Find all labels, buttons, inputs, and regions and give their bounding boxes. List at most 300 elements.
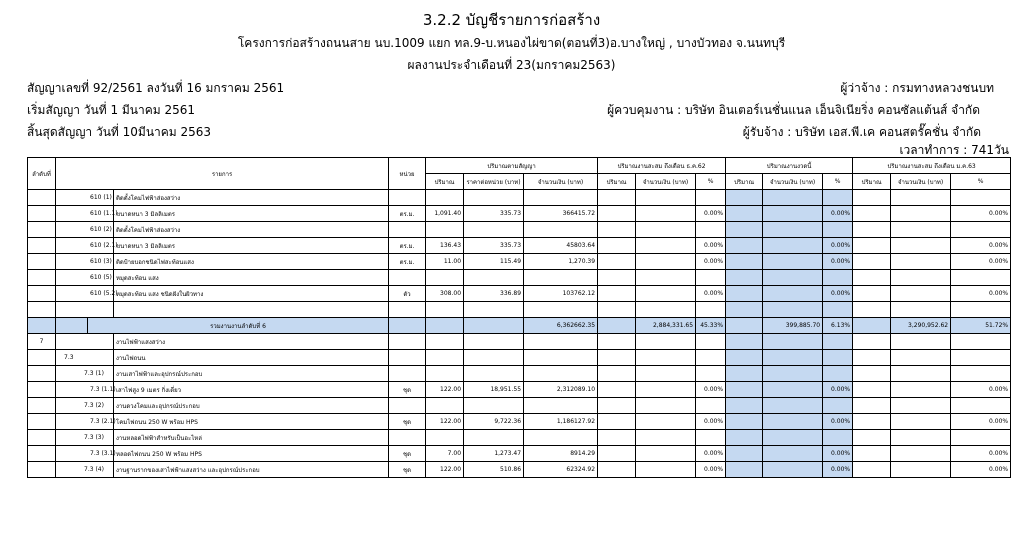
cum-pct-cell (951, 270, 1011, 286)
table-row (28, 334, 1011, 350)
unit-cell (389, 190, 426, 206)
cum-pct-cell: 0.00% (951, 254, 1011, 270)
table-row (28, 206, 1011, 222)
unit-cell (389, 398, 426, 414)
item-description-cell (114, 302, 389, 318)
cum-pct-cell (951, 430, 1011, 446)
cum-qty-cell (853, 238, 891, 254)
qty-cell: 122.00 (426, 462, 464, 478)
cum-amount-cell (891, 446, 951, 462)
item-no-cell (28, 222, 56, 238)
unit-cell: ชุด (389, 414, 426, 430)
prev-amount-cell (636, 350, 696, 366)
unit-price-cell (464, 430, 524, 446)
item-code-cell: 7.3 (1) (56, 366, 114, 382)
item-description-cell: งานดวงโคมและอุปกรณ์ประกอบ (114, 398, 389, 414)
this-qty-cell (726, 270, 763, 286)
item-description-cell: ติดตั้งโคมไฟฟ้าส่องสว่าง (114, 222, 389, 238)
cum-qty-cell (853, 350, 891, 366)
item-code-cell: 7.3 (3) (56, 430, 114, 446)
prev-qty-cell (598, 302, 636, 318)
item-no-cell (28, 366, 56, 382)
cum-amount-cell (891, 302, 951, 318)
col-qty: ปริมาณ (726, 174, 763, 190)
this-qty-cell (726, 302, 763, 318)
this-amount-cell (763, 206, 823, 222)
prev-pct-cell (696, 430, 726, 446)
cum-amount-cell (891, 398, 951, 414)
col-pct: % (823, 174, 853, 190)
item-description-cell: ติดตั้งโคมไฟฟ้าส่องสว่าง (114, 190, 389, 206)
unit-cell (389, 334, 426, 350)
prev-pct-cell: 0.00% (696, 382, 726, 398)
cum-pct-cell (951, 366, 1011, 382)
amount-cell: 8914.29 (524, 446, 598, 462)
group-contract: ปริมาณตามสัญญา (426, 158, 598, 174)
amount-cell (524, 190, 598, 206)
qty-cell: 7.00 (426, 446, 464, 462)
employer: ผู้ว่าจ้าง : กรมทางหลวงชนบท (840, 81, 994, 95)
item-no-cell (28, 462, 56, 478)
item-no-cell (28, 350, 56, 366)
cum-amount-cell (891, 350, 951, 366)
subtotal-cum-amount: 3,290,952.62 (891, 318, 951, 334)
item-no-cell (28, 398, 56, 414)
item-no-cell (28, 286, 56, 302)
qty-cell (426, 350, 464, 366)
this-amount-cell (763, 270, 823, 286)
qty-cell (426, 270, 464, 286)
table-row (28, 446, 1011, 462)
prev-qty-cell (598, 254, 636, 270)
this-amount-cell (763, 462, 823, 478)
this-amount-cell (763, 350, 823, 366)
item-no-cell (28, 270, 56, 286)
qty-cell (426, 398, 464, 414)
table-row (28, 366, 1011, 382)
this-pct-cell (823, 430, 853, 446)
prev-amount-cell (636, 286, 696, 302)
this-pct-cell: 0.00% (823, 382, 853, 398)
this-qty-cell (726, 366, 763, 382)
contract-start: เริ่มสัญญา วันที่ 1 มีนาคม 2561 (27, 103, 196, 117)
unit-price-cell (464, 190, 524, 206)
subtotal-prev-amount: 2,884,331.65 (636, 318, 696, 334)
this-amount-cell (763, 190, 823, 206)
cum-qty-cell (853, 430, 891, 446)
qty-cell: 1,091.40 (426, 206, 464, 222)
prev-amount-cell (636, 222, 696, 238)
prev-qty-cell (598, 414, 636, 430)
item-code-cell: 7.3 (2) (56, 398, 114, 414)
unit-price-cell (464, 222, 524, 238)
prev-pct-cell (696, 270, 726, 286)
unit-cell: ตร.ม. (389, 254, 426, 270)
item-description-cell: โคมไฟถนน 250 W พร้อม HPS (114, 414, 389, 430)
amount-cell (524, 430, 598, 446)
prev-amount-cell (636, 398, 696, 414)
unit-price-cell: 510.86 (464, 462, 524, 478)
prev-qty-cell (598, 222, 636, 238)
unit-price-cell (464, 366, 524, 382)
prev-qty-cell (598, 190, 636, 206)
qty-cell: 308.00 (426, 286, 464, 302)
item-code-cell: 610 (5.2) (56, 286, 114, 302)
prev-pct-cell: 0.00% (696, 462, 726, 478)
cum-amount-cell (891, 430, 951, 446)
cum-pct-cell (951, 222, 1011, 238)
prev-qty-cell (598, 270, 636, 286)
item-description-cell: งานไฟถนน (114, 350, 389, 366)
this-amount-cell (763, 414, 823, 430)
this-qty-cell (726, 398, 763, 414)
amount-cell (524, 350, 598, 366)
unit-cell (389, 302, 426, 318)
cum-pct-cell (951, 350, 1011, 366)
prev-amount-cell (636, 430, 696, 446)
unit-price-cell (464, 398, 524, 414)
table-row (28, 238, 1011, 254)
prev-amount-cell (636, 270, 696, 286)
this-amount-cell (763, 430, 823, 446)
unit-price-cell: 9,722.36 (464, 414, 524, 430)
unit-price-cell: 335.73 (464, 206, 524, 222)
item-code-cell (56, 302, 114, 318)
item-code-cell: 610 (1) (56, 190, 114, 206)
this-amount-cell (763, 286, 823, 302)
prev-amount-cell (636, 254, 696, 270)
unit-cell (389, 222, 426, 238)
prev-qty-cell (598, 206, 636, 222)
cum-amount-cell (891, 366, 951, 382)
contract-number: สัญญาเลขที่ 92/2561 ลงวันที่ 16 มกราคม 2561 (27, 81, 285, 95)
item-description-cell: หมุดสะท้อน แสง (114, 270, 389, 286)
qty-cell (426, 302, 464, 318)
this-pct-cell (823, 190, 853, 206)
prev-qty-cell (598, 382, 636, 398)
unit-price-cell: 336.89 (464, 286, 524, 302)
this-amount-cell (763, 222, 823, 238)
cum-pct-cell: 0.00% (951, 382, 1011, 398)
unit-cell: ตัว (389, 286, 426, 302)
unit-price-cell: 115.49 (464, 254, 524, 270)
prev-amount-cell (636, 334, 696, 350)
prev-pct-cell (696, 222, 726, 238)
amount-cell: 366415.72 (524, 206, 598, 222)
item-code-cell: 7.3 (2.1) (56, 414, 114, 430)
table-row (28, 222, 1011, 238)
amount-cell: 103762.12 (524, 286, 598, 302)
prev-amount-cell (636, 446, 696, 462)
unit-price-cell (464, 302, 524, 318)
this-amount-cell (763, 446, 823, 462)
construction-items-table (27, 157, 1011, 478)
prev-pct-cell (696, 302, 726, 318)
this-pct-cell: 0.00% (823, 446, 853, 462)
table-row (28, 398, 1011, 414)
cum-amount-cell (891, 254, 951, 270)
unit-cell: ชุด (389, 462, 426, 478)
cum-qty-cell (853, 206, 891, 222)
prev-qty-cell (598, 398, 636, 414)
cum-qty-cell (853, 254, 891, 270)
item-code-cell: 7.3 (4) (56, 462, 114, 478)
cum-pct-cell: 0.00% (951, 238, 1011, 254)
cum-amount-cell (891, 334, 951, 350)
table-row (28, 302, 1011, 318)
group-cumulative: ปริมาณงานสะสม ถึงเดือน ม.ค.63 (853, 158, 1011, 174)
table-row (28, 286, 1011, 302)
prev-amount-cell (636, 238, 696, 254)
prev-pct-cell (696, 190, 726, 206)
amount-cell: 1,270.39 (524, 254, 598, 270)
amount-cell (524, 270, 598, 286)
qty-cell: 11.00 (426, 254, 464, 270)
amount-cell (524, 398, 598, 414)
unit-cell: ชุด (389, 446, 426, 462)
cum-qty-cell (853, 302, 891, 318)
subtotal-label: รวมงานงานลำดับที่ 6 (88, 318, 389, 334)
unit-price-cell (464, 334, 524, 350)
col-qty: ปริมาณ (853, 174, 891, 190)
this-amount-cell (763, 238, 823, 254)
prev-pct-cell (696, 366, 726, 382)
unit-price-cell: 18,951.55 (464, 382, 524, 398)
cum-qty-cell (853, 382, 891, 398)
contractor: ผู้รับจ้าง : บริษัท เอส.พี.เค คอนสตรั๊คชั่น จำกัด (742, 125, 981, 139)
item-code-cell: 7.3 (56, 350, 114, 366)
this-qty-cell (726, 334, 763, 350)
this-qty-cell (726, 238, 763, 254)
working-duration: เวลาทำการ : 741วัน (899, 143, 1009, 157)
this-pct-cell: 0.00% (823, 206, 853, 222)
this-pct-cell (823, 334, 853, 350)
item-no-cell (28, 302, 56, 318)
group-this-period: ปริมาณงานงวดนี้ (726, 158, 853, 174)
subtotal-cum-pct: 51.72% (951, 318, 1011, 334)
this-pct-cell (823, 222, 853, 238)
amount-cell: 62324.92 (524, 462, 598, 478)
cum-qty-cell (853, 446, 891, 462)
amount-cell: 45803.64 (524, 238, 598, 254)
prev-pct-cell: 0.00% (696, 286, 726, 302)
prev-qty-cell (598, 238, 636, 254)
contract-end: สิ้นสุดสัญญา วันที่ 10มีนาคม 2563 (27, 125, 212, 139)
amount-cell: 2,312089.10 (524, 382, 598, 398)
subtotal-row (28, 318, 1011, 334)
qty-cell (426, 334, 464, 350)
item-no-cell (28, 430, 56, 446)
table-row (28, 462, 1011, 478)
item-description-cell: หลอดไฟถนน 250 W พร้อม HPS (114, 446, 389, 462)
subtotal-this-pct: 6.13% (823, 318, 853, 334)
this-qty-cell (726, 462, 763, 478)
cum-amount-cell (891, 286, 951, 302)
item-code-cell: 610 (2) (56, 222, 114, 238)
prev-qty-cell (598, 446, 636, 462)
prev-qty-cell (598, 366, 636, 382)
cum-pct-cell: 0.00% (951, 414, 1011, 430)
this-qty-cell (726, 414, 763, 430)
this-pct-cell: 0.00% (823, 254, 853, 270)
cum-pct-cell: 0.00% (951, 446, 1011, 462)
prev-pct-cell: 0.00% (696, 254, 726, 270)
cum-qty-cell (853, 414, 891, 430)
this-pct-cell: 0.00% (823, 414, 853, 430)
item-code-cell (56, 334, 114, 350)
table-row (28, 190, 1011, 206)
unit-cell (389, 366, 426, 382)
item-description-cell: งานไฟฟ้าแสงสว่าง (114, 334, 389, 350)
amount-cell (524, 222, 598, 238)
item-description-cell: ขนาดหนา 3 มิลลิเมตร (114, 206, 389, 222)
cum-pct-cell (951, 302, 1011, 318)
qty-cell: 122.00 (426, 382, 464, 398)
col-amount: จำนวนเงิน (บาท) (636, 174, 696, 190)
item-description-cell: ติดป้ายบอกชนิดไฟสะท้อนแสง (114, 254, 389, 270)
prev-qty-cell (598, 462, 636, 478)
cum-qty-cell (853, 398, 891, 414)
amount-cell (524, 334, 598, 350)
item-description-cell: งานเสาไฟฟ้าและอุปกรณ์ประกอบ (114, 366, 389, 382)
unit-cell: ตร.ม. (389, 238, 426, 254)
prev-amount-cell (636, 190, 696, 206)
unit-price-cell: 335.73 (464, 238, 524, 254)
item-code-cell: 610 (2.1) (56, 238, 114, 254)
col-qty: ปริมาณ (426, 174, 464, 190)
unit-cell: ชุด (389, 382, 426, 398)
cum-amount-cell (891, 462, 951, 478)
unit-cell (389, 270, 426, 286)
this-amount-cell (763, 366, 823, 382)
this-qty-cell (726, 254, 763, 270)
prev-qty-cell (598, 350, 636, 366)
supervisor: ผู้ควบคุมงาน : บริษัท อินเตอร์เนชั่นแนล เอ็นจิเนียริ่ง คอนซัลแต้นส์ จำกัด (607, 103, 980, 117)
item-description-cell: ขนาดหนา 3 มิลลิเมตร (114, 238, 389, 254)
item-no-cell (28, 206, 56, 222)
cum-qty-cell (853, 222, 891, 238)
this-amount-cell (763, 398, 823, 414)
cum-qty-cell (853, 190, 891, 206)
table-row (28, 382, 1011, 398)
cum-qty-cell (853, 334, 891, 350)
item-code-cell: 7.3 (3.1) (56, 446, 114, 462)
this-amount-cell (763, 382, 823, 398)
this-pct-cell: 0.00% (823, 238, 853, 254)
item-code-cell: 7.3 (1.1) (56, 382, 114, 398)
cum-amount-cell (891, 222, 951, 238)
amount-cell (524, 302, 598, 318)
item-code-cell: 610 (5) (56, 270, 114, 286)
prev-pct-cell (696, 398, 726, 414)
this-qty-cell (726, 190, 763, 206)
cum-pct-cell: 0.00% (951, 462, 1011, 478)
this-amount-cell (763, 302, 823, 318)
table-row (28, 270, 1011, 286)
cum-pct-cell (951, 398, 1011, 414)
unit-cell: ตร.ม. (389, 206, 426, 222)
item-description-cell: งานหลอดไฟฟ้าสำหรับเป็นอะไหล่ (114, 430, 389, 446)
group-previous: ปริมาณงานสะสม ถึงเดือน ธ.ค.62 (598, 158, 726, 174)
item-code-cell: 610 (3) (56, 254, 114, 270)
cum-pct-cell (951, 334, 1011, 350)
cum-amount-cell (891, 206, 951, 222)
unit-cell (389, 350, 426, 366)
prev-qty-cell (598, 286, 636, 302)
col-unit-price: ราคาต่อหน่วย (บาท) (464, 174, 524, 190)
this-pct-cell (823, 366, 853, 382)
unit-price-cell (464, 270, 524, 286)
item-description-cell: เสาไฟสูง 9 เมตร กิ่งเดี่ยว (114, 382, 389, 398)
cum-amount-cell (891, 270, 951, 286)
cum-qty-cell (853, 366, 891, 382)
item-no-cell: 7 (28, 334, 56, 350)
cum-pct-cell (951, 190, 1011, 206)
prev-amount-cell (636, 206, 696, 222)
table-row (28, 350, 1011, 366)
amount-cell (524, 366, 598, 382)
prev-qty-cell (598, 334, 636, 350)
cum-amount-cell (891, 238, 951, 254)
col-unit: หน่วย (389, 158, 426, 190)
this-pct-cell (823, 270, 853, 286)
prev-pct-cell (696, 334, 726, 350)
cum-qty-cell (853, 270, 891, 286)
prev-amount-cell (636, 462, 696, 478)
this-qty-cell (726, 222, 763, 238)
col-pct: % (696, 174, 726, 190)
col-pct: % (951, 174, 1011, 190)
this-pct-cell (823, 350, 853, 366)
unit-price-cell (464, 350, 524, 366)
cum-amount-cell (891, 414, 951, 430)
col-amount: จำนวนเงิน (บาท) (891, 174, 951, 190)
qty-cell (426, 366, 464, 382)
prev-pct-cell (696, 350, 726, 366)
prev-pct-cell: 0.00% (696, 206, 726, 222)
prev-pct-cell: 0.00% (696, 446, 726, 462)
col-amount: จำนวนเงิน (บาท) (763, 174, 823, 190)
document-title: 3.2.2 บัญชีรายการก่อสร้าง (422, 11, 601, 29)
cum-amount-cell (891, 190, 951, 206)
item-no-cell (28, 238, 56, 254)
prev-pct-cell: 0.00% (696, 238, 726, 254)
qty-cell (426, 190, 464, 206)
col-amount: จำนวนเงิน (บาท) (524, 174, 598, 190)
this-qty-cell (726, 206, 763, 222)
cum-pct-cell: 0.00% (951, 286, 1011, 302)
this-pct-cell: 0.00% (823, 462, 853, 478)
cum-pct-cell: 0.00% (951, 206, 1011, 222)
unit-cell (389, 430, 426, 446)
this-pct-cell (823, 302, 853, 318)
item-no-cell (28, 190, 56, 206)
qty-cell: 122.00 (426, 414, 464, 430)
item-no-cell (28, 414, 56, 430)
this-pct-cell: 0.00% (823, 286, 853, 302)
report-period: ผลงานประจำเดือนที่ 23(มกราคม2563) (407, 58, 616, 72)
subtotal-prev-pct: 45.33% (696, 318, 726, 334)
prev-amount-cell (636, 414, 696, 430)
prev-amount-cell (636, 366, 696, 382)
qty-cell (426, 430, 464, 446)
qty-cell: 136.43 (426, 238, 464, 254)
this-amount-cell (763, 334, 823, 350)
this-qty-cell (726, 350, 763, 366)
prev-pct-cell: 0.00% (696, 414, 726, 430)
subtotal-amount: 6,362662.35 (524, 318, 598, 334)
prev-qty-cell (598, 430, 636, 446)
